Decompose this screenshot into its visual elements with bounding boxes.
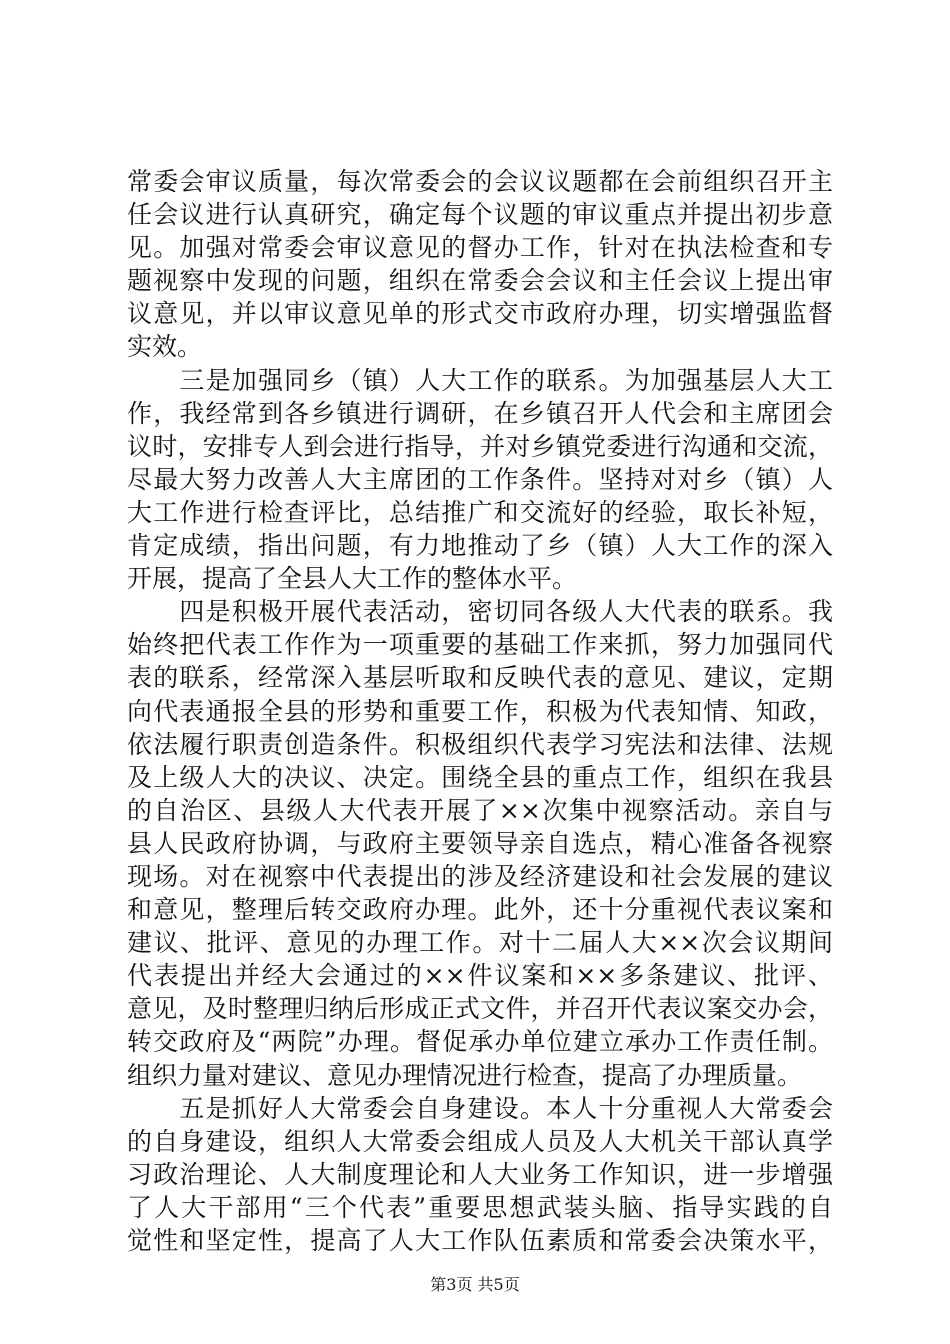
text-line: 议时，安排专人到会进行指导，并对乡镇党委进行沟通和交流， bbox=[127, 431, 833, 461]
text-line: 建议、批评、意见的办理工作。对十二届人大××次会议期间 bbox=[127, 928, 833, 958]
text-line: 表的联系，经常深入基层听取和反映代表的意见、建议，定期 bbox=[127, 663, 833, 693]
text-line: 和意见，整理后转交政府办理。此外，还十分重视代表议案和 bbox=[127, 895, 833, 925]
text-line: 三是加强同乡（镇）人大工作的联系。为加强基层人大工 bbox=[127, 365, 833, 395]
text-line: 常委会审议质量，每次常委会的会议议题都在会前组织召开主 bbox=[127, 167, 833, 196]
text-line: 肯定成绩，指出问题，有力地推动了乡（镇）人大工作的深入 bbox=[127, 531, 833, 561]
text-line: 的自身建设，组织人大常委会组成人员及人大机关干部认真学 bbox=[127, 1126, 833, 1156]
text-line: 作，我经常到各乡镇进行调研，在乡镇召开人代会和主席团会 bbox=[127, 398, 833, 428]
text-line: 任会议进行认真研究，确定每个议题的审议重点并提出初步意 bbox=[127, 200, 833, 230]
text-line: 大工作进行检查评比，总结推广和交流好的经验，取长补短， bbox=[127, 497, 833, 527]
text-line: 依法履行职责创造条件。积极组织代表学习宪法和法律、法规 bbox=[127, 729, 833, 759]
text-line: 实效。 bbox=[127, 332, 203, 362]
document-body bbox=[127, 165, 833, 1257]
text-line: 觉性和坚定性，提高了人大工作队伍素质和常委会决策水平， bbox=[127, 1226, 833, 1255]
text-line: 了人大干部用“三个代表”重要思想武装头脑、指导实践的自 bbox=[127, 1192, 833, 1222]
text-line: 议意见，并以审议意见单的形式交市政府办理，切实增强监督 bbox=[127, 299, 833, 329]
text-line: 题视察中发现的问题，组织在常委会会议和主任会议上提出审 bbox=[127, 266, 833, 296]
text-line: 见。加强对常委会审议意见的督办工作，针对在执法检查和专 bbox=[127, 233, 833, 263]
text-line: 开展，提高了全县人大工作的整体水平。 bbox=[127, 564, 578, 594]
text-line: 向代表通报全县的形势和重要工作，积极为代表知情、知政， bbox=[127, 696, 833, 726]
page-footer: 第3页 共5页 bbox=[430, 1275, 520, 1294]
text-line: 四是积极开展代表活动，密切同各级人大代表的联系。我 bbox=[127, 597, 833, 627]
text-line: 习政治理论、人大制度理论和人大业务工作知识，进一步增强 bbox=[127, 1159, 833, 1189]
text-line: 组织力量对建议、意见办理情况进行检查，提高了办理质量。 bbox=[127, 1060, 803, 1090]
text-line: 意见，及时整理归纳后形成正式文件，并召开代表议案交办会， bbox=[127, 994, 833, 1024]
text-line: 及上级人大的决议、决定。围绕全县的重点工作，组织在我县 bbox=[127, 762, 833, 792]
text-line: 转交政府及“两院”办理。督促承办单位建立承办工作责任制。 bbox=[127, 1027, 833, 1057]
text-line: 五是抓好人大常委会自身建设。本人十分重视人大常委会 bbox=[127, 1093, 833, 1123]
text-line: 现场。对在视察中代表提出的涉及经济建设和社会发展的建议 bbox=[127, 861, 833, 891]
text-line: 的自治区、县级人大代表开展了××次集中视察活动。亲自与 bbox=[127, 795, 833, 825]
text-line: 县人民政府协调，与政府主要领导亲自选点，精心准备各视察 bbox=[127, 828, 833, 858]
text-line: 尽最大努力改善人大主席团的工作条件。坚持对对乡（镇）人 bbox=[127, 464, 833, 494]
text-line: 始终把代表工作作为一项重要的基础工作来抓，努力加强同代 bbox=[127, 630, 833, 660]
text-line: 代表提出并经大会通过的××件议案和××多条建议、批评、 bbox=[127, 961, 833, 991]
